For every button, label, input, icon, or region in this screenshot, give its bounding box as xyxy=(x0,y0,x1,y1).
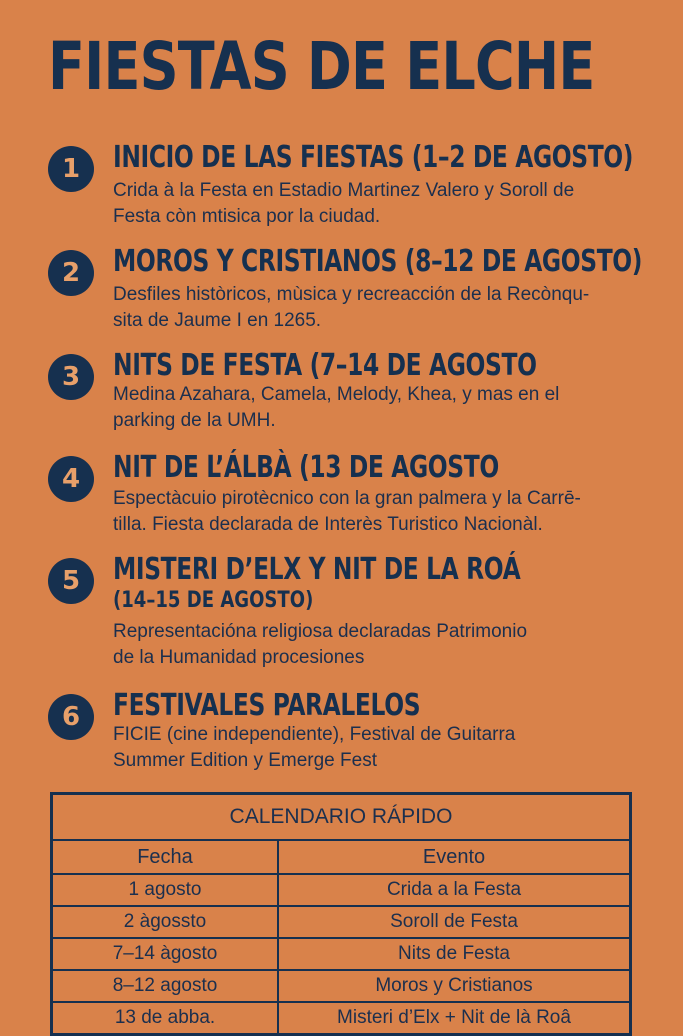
event-description xyxy=(113,382,673,434)
event-subheading: (14–15 DE AGOSTO) xyxy=(113,588,314,613)
event-heading: MOROS Y CRISTIANOS (8–12 DE AGOSTO) xyxy=(113,244,643,279)
description-line: Summer Edition y Emerge Fest xyxy=(113,750,377,771)
event-heading: NIT DE L’ÁLBÀ (13 DE AGOSTO xyxy=(113,450,499,485)
description-line: tilla. Fiesta declarada de Interès Turistico Nacionàl. xyxy=(113,514,543,535)
date-cell: 13 de abba. xyxy=(52,1002,279,1035)
column-header-date: Fecha xyxy=(52,840,279,874)
table-row xyxy=(52,1002,631,1035)
description-line: parking de la UMH. xyxy=(113,410,276,431)
table-caption-row xyxy=(52,794,631,841)
event-description xyxy=(113,178,673,230)
step-number-badge: 1 xyxy=(48,146,94,192)
table-row xyxy=(52,874,631,906)
description-line: sita de Jaume I en 1265. xyxy=(113,310,322,331)
event-cell: Crida a la Festa xyxy=(278,874,631,906)
event-heading: FESTIVALES PARALELOS xyxy=(113,688,421,723)
description-line: Representacióna religiosa declaradas Patrimonio xyxy=(113,621,528,642)
step-number-badge: 4 xyxy=(48,456,94,502)
page-title: FIESTAS DE ELCHE xyxy=(48,28,595,105)
event-description xyxy=(113,722,673,774)
description-line: Espectàcuio pirotècnico con la gran palmera y la Carrē- xyxy=(113,488,581,509)
event-cell: Soroll de Festa xyxy=(278,906,631,938)
event-heading: NITS DE FESTA (7–14 DE AGOSTO xyxy=(113,348,537,383)
step-number-badge: 5 xyxy=(48,558,94,604)
table-row xyxy=(52,906,631,938)
event-cell: Moros y Cristianos xyxy=(278,970,631,1002)
column-header-event: Evento xyxy=(278,840,631,874)
date-cell: 8–12 agosto xyxy=(52,970,279,1002)
description-line: Festa còn mtisica por la ciudad. xyxy=(113,206,381,227)
event-description xyxy=(113,619,673,671)
description-line: Desfiles històricos, mùsica y recreacción de la Recònqu- xyxy=(113,284,590,305)
quick-calendar-table xyxy=(50,792,632,1036)
description-line: FICIE (cine independiente), Festival de Guitarra xyxy=(113,724,516,745)
event-cell: Misteri d’Elx + Nit de là Roâ xyxy=(278,1002,631,1035)
event-heading: MISTERI D’ELX Y NIT DE LA ROÁ xyxy=(113,552,521,587)
step-number-badge: 6 xyxy=(48,694,94,740)
description-line: de la Humanidad procesiones xyxy=(113,647,365,668)
table-row xyxy=(52,938,631,970)
event-description xyxy=(113,486,673,538)
event-cell: Nits de Festa xyxy=(278,938,631,970)
description-line: Medina Azahara, Camela, Melody, Khea, y mas en el xyxy=(113,384,560,405)
table-caption: CALENDARIO RÁPIDO xyxy=(52,794,631,841)
step-number-badge: 2 xyxy=(48,250,94,296)
description-line: Crida à la Festa en Estadio Martinez Valero y Soroll de xyxy=(113,180,575,201)
date-cell: 7–14 àgosto xyxy=(52,938,279,970)
event-heading: INICIO DE LAS FIESTAS (1–2 DE AGOSTO) xyxy=(113,140,634,175)
step-number-badge: 3 xyxy=(48,354,94,400)
event-description xyxy=(113,282,673,334)
table-header-row xyxy=(52,840,631,874)
table-row xyxy=(52,970,631,1002)
date-cell: 2 àgossto xyxy=(52,906,279,938)
date-cell: 1 agosto xyxy=(52,874,279,906)
